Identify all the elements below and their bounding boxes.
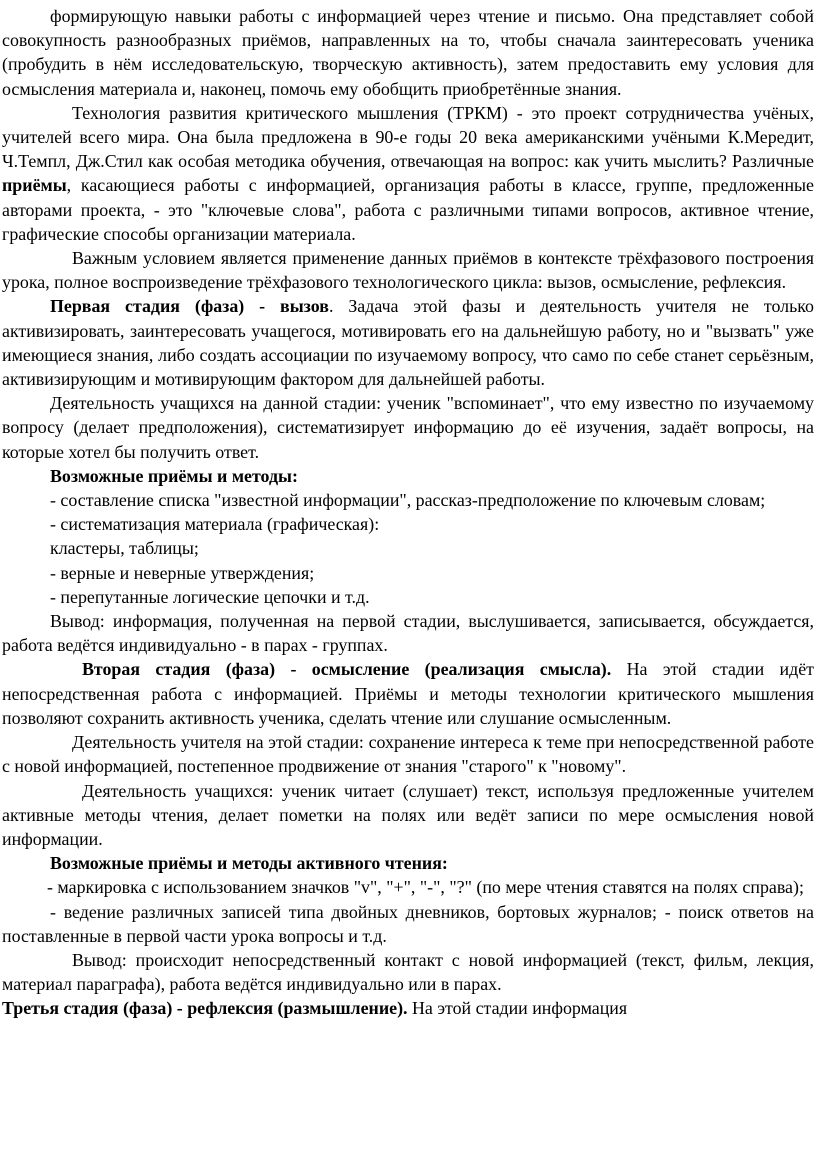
heading-stage-three: Третья стадия (фаза) - рефлексия (размышление). — [2, 998, 408, 1019]
text-run: На этой стадии идёт непосредственная работа с информацией. Приёмы и методы технологии критического мышления позволяют сохранить активность ученика, сделать чтение или слушание осмысленным. — [2, 659, 814, 728]
heading-methods-text: Возможные приёмы и методы: — [50, 465, 298, 486]
list-item: - составление списка "известной информации", рассказ-предположение по ключевым словам; — [50, 490, 766, 511]
text-run: Технология развития критического мышления (ТРКМ) - это проект сотрудничества учёных, учителей всего мира. Она была предложена в 90-е годы 20 века американскими учёными К.Мередит, Ч.Темпл, Дж.Стил как особая методика обучения, отвечающая на вопрос: как учить мыслить? Различные — [2, 102, 814, 172]
heading-active-reading-text: Возможные приёмы и методы активного чтения: — [50, 853, 448, 874]
list-item: кластеры, таблицы; — [50, 538, 199, 559]
text-run: , касающиеся работы с информацией, организация работы в классе, группе, предложенные авторами проекта, - это "ключевые слова", работа с различными типами вопросов, активное чтение, графические способы организации материала. — [2, 175, 814, 244]
list-item: - перепутанные логические цепочки и т.д. — [50, 586, 370, 607]
paragraph-trkm — [2, 101, 814, 246]
list-item: - верные и неверные утверждения; — [50, 562, 315, 583]
paragraph-stage-one — [2, 294, 814, 391]
heading-methods — [2, 464, 814, 488]
heading-stage-two: Вторая стадия (фаза) - осмысление (реализация смысла). — [82, 659, 612, 680]
paragraph-conclusion-two: Вывод: происходит непосредственный контакт с новой информацией (текст, фильм, лекция, материал параграфа), работа ведётся индивидуально или в парах. — [2, 949, 814, 995]
paragraph-intro: формирующую навыки работы с информацией через чтение и письмо. Она представляет собой совокупность разнообразных приёмов, направленных на то, чтобы сначала заинтересовать ученика (пробудить в нём исследовательскую, творческую активность), затем предоставить ему условия для осмысления материала и, наконец, помочь ему обобщить приобретённые знания. — [2, 6, 814, 99]
paragraph-students-activity: Деятельность учащихся на данной стадии: ученик "вспоминает", что ему известно по изучаемому вопросу (делает предположения), систематизирует информацию до её изучения, задаёт вопросы, на которые хотел бы получить ответ. — [2, 393, 814, 462]
text-run: На этой стадии информация — [407, 998, 628, 1019]
paragraph-students-reading: Деятельность учащихся: ученик читает (слушает) текст, используя предложенные учителем активные методы чтения, делает пометки на полях или ведёт записи по мере осмысления новой информации. — [2, 780, 814, 849]
list-item: - систематизация материала (графическая): — [50, 514, 380, 535]
heading-active-reading — [2, 851, 814, 875]
paragraph-conclusion-one: Вывод: информация, полученная на первой стадии, выслушивается, записывается, обсуждается, работа ведётся индивидуально - в парах - группах. — [2, 611, 814, 656]
paragraph-teacher-activity: Деятельность учителя на этой стадии: сохранение интереса к теме при непосредственной работе с новой информацией, постепенное продвижение от знания "старого" к "новому". — [2, 732, 814, 777]
bold-term-priemy: приёмы — [2, 175, 67, 196]
list-item: - ведение различных записей типа двойных дневников, бортовых журналов; - поиск ответов на поставленные в первой части урока вопросы и т.д. — [2, 901, 814, 946]
list-item: - маркировка с использованием значков "v", "+", "-", "?" (по мере чтения ставятся на полях справа); — [47, 877, 804, 898]
text-run: . Задача этой фазы и деятельность учителя не только активизировать, заинтересовать учащегося, мотивировать его на дальнейшую работу, но и "вызвать" уже имеющиеся знания, либо создать ассоциации по изучаемому вопросу, что само по себе станет серьёзным, активизирующим и мотивирующим фактором для дальнейшей работы. — [2, 296, 814, 390]
heading-stage-one: Первая стадия (фаза) - вызов — [50, 296, 329, 317]
paragraph-stage-two — [2, 657, 814, 730]
paragraph-stage-three — [2, 996, 814, 1020]
paragraph-condition: Важным условием является применение данных приёмов в контексте трёхфазового построения урока, полное воспроизведение трёхфазового технологического цикла: вызов, осмысление, рефлексия. — [2, 248, 814, 293]
